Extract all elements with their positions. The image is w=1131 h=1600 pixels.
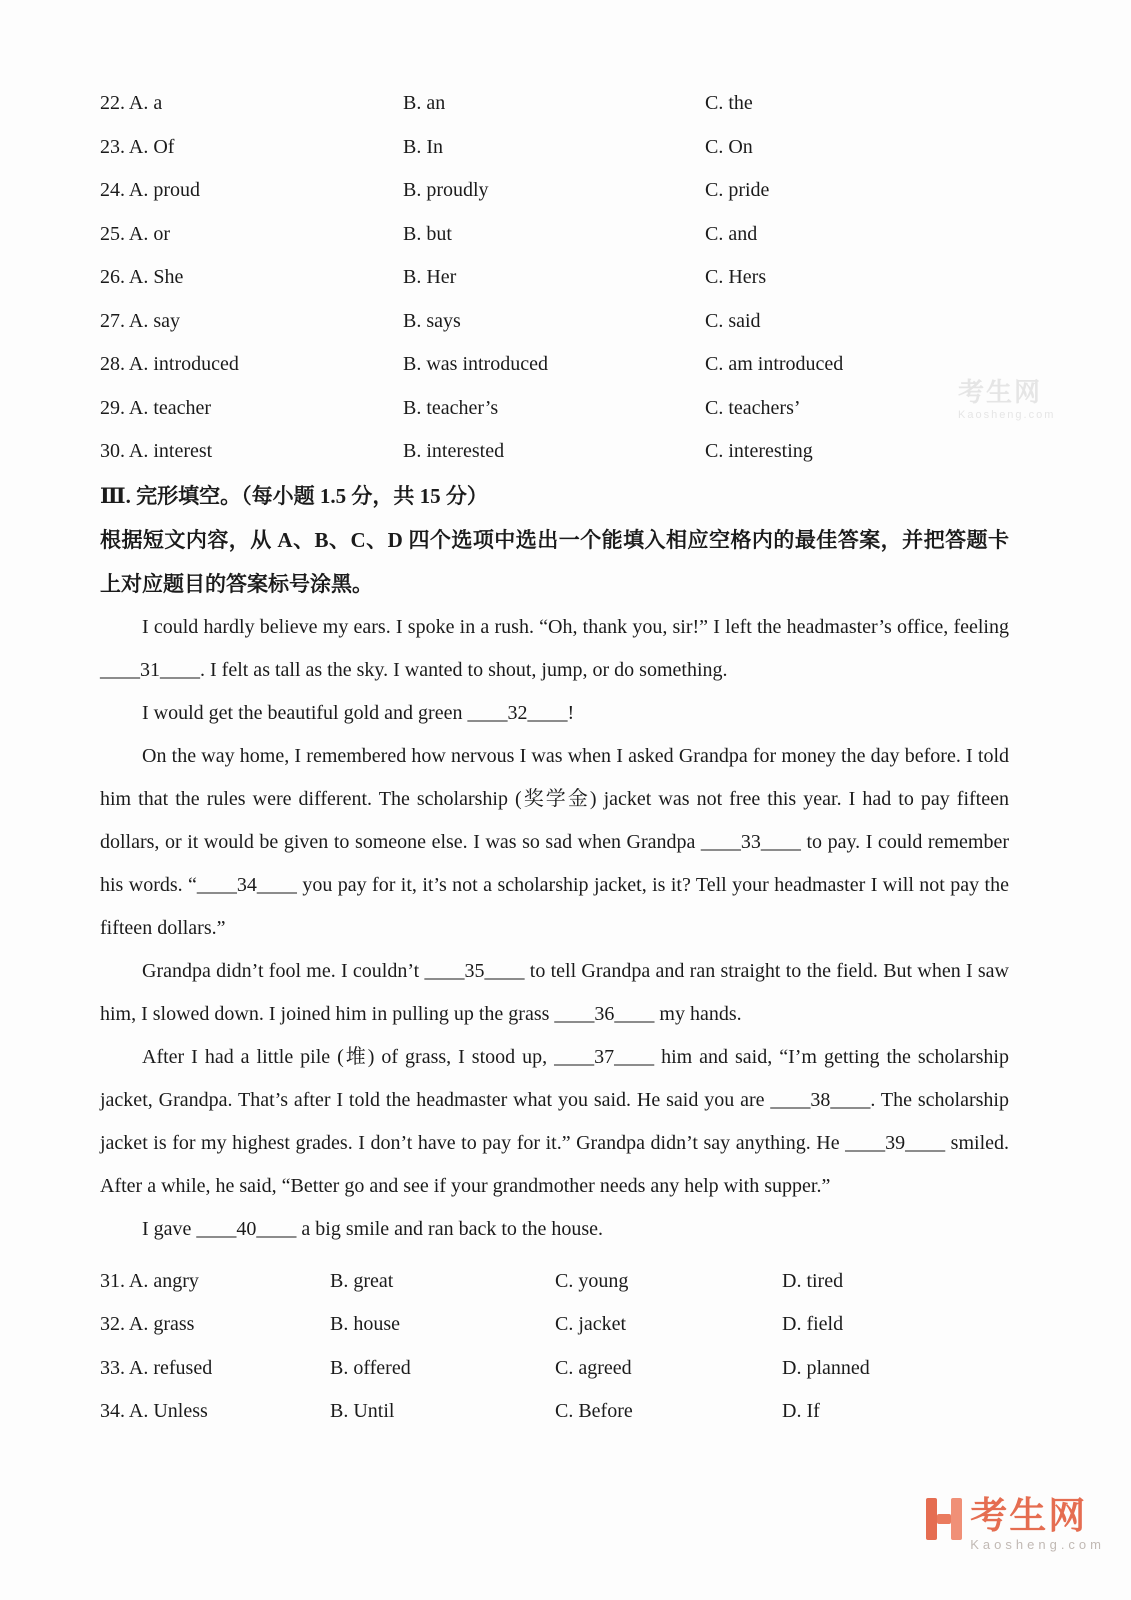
option-cell: C. am introduced	[705, 353, 844, 375]
watermark-brand-text: 考生网	[970, 1495, 1088, 1536]
option-cell: B. an	[403, 92, 446, 114]
option-cell: B. house	[330, 1313, 400, 1335]
kaosheng-watermark	[926, 1496, 1105, 1552]
option-cell: C. said	[705, 309, 761, 332]
option-cell: 29. A. teacher	[100, 396, 212, 419]
passage-paragraph: I gave ____40____ a big smile and ran back to the house.	[142, 1217, 603, 1240]
option-cell: C. teachers’	[705, 396, 801, 419]
question-row-32	[100, 1303, 1009, 1347]
option-cell: C. agreed	[555, 1356, 632, 1379]
passage-paragraph: I could hardly believe my ears. I spoke in a rush. “Oh, thank you, sir!” I left the headmaster’s office, feeling ____31____. I felt as tall as the sky. I wanted to shout, jump, or do something.	[100, 615, 1009, 681]
option-cell: B. was introduced	[403, 353, 548, 375]
option-cell: B. In	[403, 135, 443, 158]
passage-paragraph: Grandpa didn’t fool me. I couldn’t ____35____ to tell Grandpa and ran straight to the field. But when I saw him, I slowed down. I joined him in pulling up the grass ____36____ my hands.	[100, 959, 1009, 1025]
option-cell: C. the	[705, 92, 753, 114]
question-row-29	[100, 387, 1009, 431]
option-cell: 25. A. or	[100, 222, 170, 245]
option-cell: 32. A. grass	[100, 1313, 195, 1335]
option-cell: C. young	[555, 1269, 629, 1292]
question-row-24	[100, 169, 1009, 213]
option-cell: 22. A. a	[100, 92, 163, 114]
question-row-34	[100, 1390, 1009, 1434]
questions-31-34-block	[100, 1260, 1009, 1434]
option-cell: B. offered	[330, 1356, 411, 1379]
section3-heading: Ⅲ. 完形填空。（每小题 1.5 分，共 15 分）	[100, 483, 488, 508]
section3-instructions: 根据短文内容，从 A、B、C、D 四个选项中选出一个能填入相应空格内的最佳答案，并把答题卡上对应题目的答案标号涂黑。	[100, 527, 1009, 596]
option-cell: B. proudly	[403, 179, 489, 201]
option-cell: 26. A. She	[100, 266, 184, 288]
option-cell: C. and	[705, 222, 758, 245]
option-cell: D. tired	[782, 1269, 844, 1292]
option-cell: C. jacket	[555, 1313, 627, 1335]
option-cell: 27. A. say	[100, 309, 180, 332]
option-cell: C. Hers	[705, 266, 767, 288]
option-cell: B. says	[403, 309, 461, 332]
question-row-33	[100, 1347, 1009, 1391]
passage-paragraph: After I had a little pile (堆) of grass, I stood up, ____37____ him and said, “I’m getting the scholarship jacket, Grandpa. That’s after I told the headmaster what you said. He said you are ____38____. The scholarship jacket is for my highest grades. I don’t have to pay for it.” Grandpa didn’t say anything. He ____39____ smiled. After a while, he said, “Better go and see if your grandmother needs any help with supper.”	[100, 1045, 1009, 1197]
option-cell: 30. A. interest	[100, 440, 213, 462]
question-row-30	[100, 430, 1009, 474]
option-cell: 28. A. introduced	[100, 353, 239, 375]
cloze-passage	[100, 606, 1009, 1251]
question-row-25	[100, 213, 1009, 257]
questions-22-30-block	[100, 82, 1009, 474]
question-row-27	[100, 300, 1009, 344]
option-cell: C. interesting	[705, 440, 813, 462]
option-cell: B. teacher’s	[403, 396, 499, 419]
watermark-brand-text: 考生网	[958, 377, 1043, 407]
question-row-23	[100, 126, 1009, 170]
watermark-domain-text: Kaosheng.com	[958, 409, 1056, 421]
option-cell: B. Until	[330, 1400, 395, 1422]
option-cell: B. but	[403, 222, 452, 245]
option-cell: 23. A. Of	[100, 135, 175, 158]
question-row-22	[100, 82, 1009, 126]
question-row-31	[100, 1260, 1009, 1304]
option-cell: D. planned	[782, 1356, 870, 1379]
option-cell: C. On	[705, 135, 753, 158]
option-cell: B. Her	[403, 266, 457, 288]
option-cell: 24. A. proud	[100, 179, 200, 201]
option-cell: 33. A. refused	[100, 1356, 213, 1379]
kaosheng-logo-icon	[926, 1496, 962, 1540]
option-cell: B. great	[330, 1269, 394, 1292]
option-cell: 31. A. angry	[100, 1269, 199, 1292]
option-cell: C. Before	[555, 1400, 633, 1422]
question-row-28	[100, 343, 1009, 387]
option-cell: D. If	[782, 1400, 820, 1422]
option-cell: D. field	[782, 1313, 844, 1335]
question-row-26	[100, 256, 1009, 300]
option-cell: C. pride	[705, 179, 770, 201]
passage-paragraph: I would get the beautiful gold and green ____32____!	[142, 701, 575, 724]
option-cell: 34. A. Unless	[100, 1400, 208, 1422]
watermark-domain-text: Kaosheng.com	[970, 1537, 1105, 1552]
passage-paragraph: On the way home, I remembered how nervous I was when I asked Grandpa for money the day before. I told him that the rules were different. The scholarship (奖学金) jacket was not free this year. I had to pay fifteen dollars, or it would be given to someone else. I was so sad when Grandpa ____33____ to pay. I could remember his words. “____34____ you pay for it, it’s not a scholarship jacket, is it? Tell your headmaster I will not pay the fifteen dollars.”	[100, 744, 1009, 939]
option-cell: B. interested	[403, 440, 505, 462]
